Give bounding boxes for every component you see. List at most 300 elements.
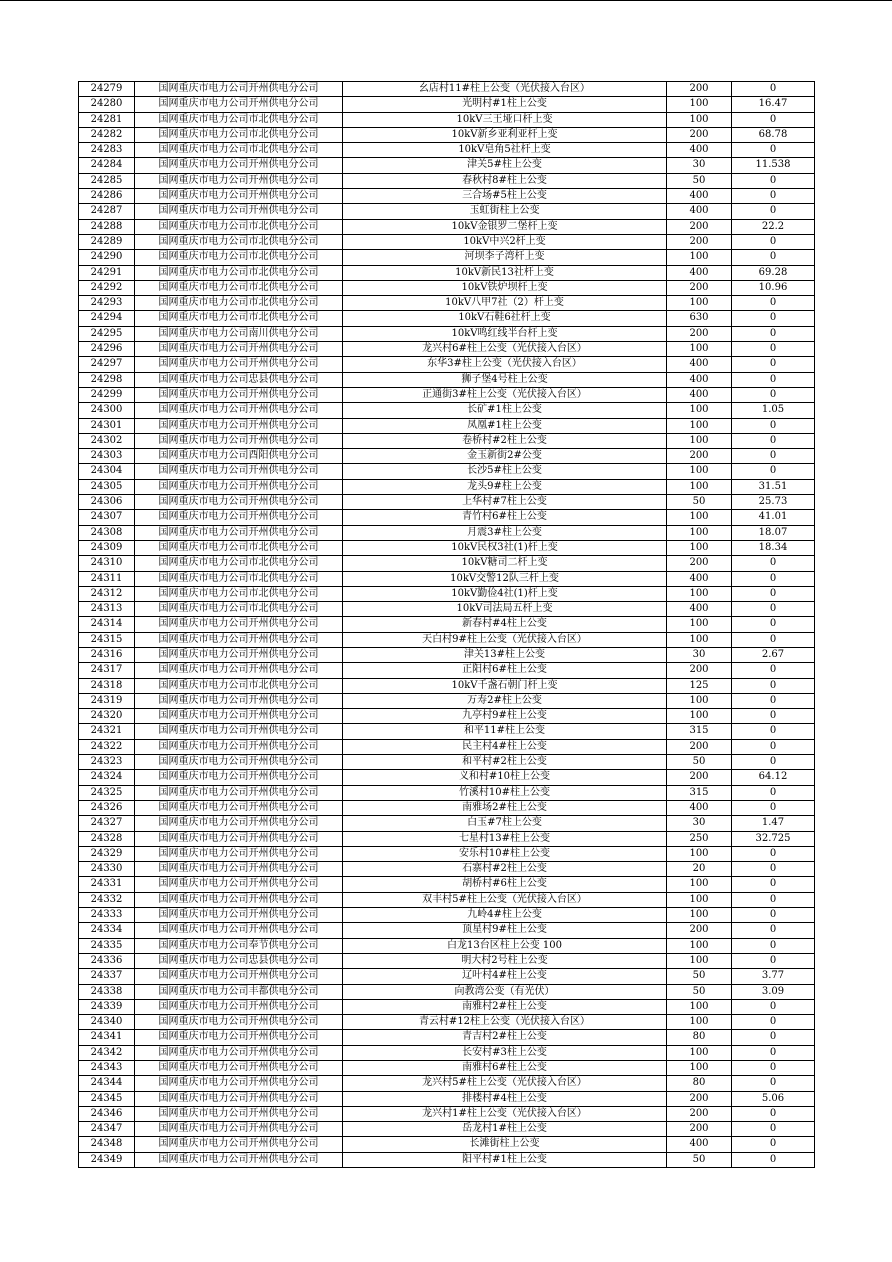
row-id-cell: 24292 bbox=[79, 280, 135, 295]
station-name-cell: 七星村13#柱上公变 bbox=[343, 831, 667, 846]
company-cell: 国网重庆市电力公司开州供电分公司 bbox=[135, 1076, 343, 1091]
value-cell: 18.07 bbox=[732, 525, 815, 540]
table-row bbox=[79, 1030, 815, 1045]
row-id-cell: 24312 bbox=[79, 586, 135, 601]
company-cell: 国网重庆市电力公司市北供电分公司 bbox=[135, 540, 343, 555]
table-row bbox=[79, 1045, 815, 1060]
table-row bbox=[79, 984, 815, 999]
table-row bbox=[79, 1015, 815, 1030]
row-id-cell: 24348 bbox=[79, 1137, 135, 1152]
value-cell: 0 bbox=[732, 1045, 815, 1060]
value-cell: 0 bbox=[732, 678, 815, 693]
station-name-cell: 青竹村6#柱上公变 bbox=[343, 510, 667, 525]
value-cell: 1.05 bbox=[732, 403, 815, 418]
company-cell: 国网重庆市电力公司开州供电分公司 bbox=[135, 785, 343, 800]
company-cell: 国网重庆市电力公司开州供电分公司 bbox=[135, 739, 343, 754]
station-name-cell: 10kV司法局五杆上变 bbox=[343, 602, 667, 617]
table-row bbox=[79, 204, 815, 219]
value-cell: 0 bbox=[732, 143, 815, 158]
station-name-cell: 竹溪村10#柱上公变 bbox=[343, 785, 667, 800]
row-id-cell: 24345 bbox=[79, 1091, 135, 1106]
company-cell: 国网重庆市电力公司市北供电分公司 bbox=[135, 143, 343, 158]
row-id-cell: 24327 bbox=[79, 816, 135, 831]
value-cell: 0 bbox=[732, 739, 815, 754]
row-id-cell: 24349 bbox=[79, 1152, 135, 1167]
company-cell: 国网重庆市电力公司开州供电分公司 bbox=[135, 82, 343, 97]
station-name-cell: 10kV金银罗二堡杆上变 bbox=[343, 219, 667, 234]
capacity-cell: 100 bbox=[667, 846, 732, 861]
table-row bbox=[79, 464, 815, 479]
row-id-cell: 24336 bbox=[79, 953, 135, 968]
capacity-cell: 100 bbox=[667, 1015, 732, 1030]
station-name-cell: 津关13#柱上公变 bbox=[343, 647, 667, 662]
company-cell: 国网重庆市电力公司忠县供电分公司 bbox=[135, 372, 343, 387]
value-cell: 3.09 bbox=[732, 984, 815, 999]
row-id-cell: 24306 bbox=[79, 495, 135, 510]
value-cell: 0 bbox=[732, 296, 815, 311]
company-cell: 国网重庆市电力公司开州供电分公司 bbox=[135, 709, 343, 724]
capacity-cell: 100 bbox=[667, 418, 732, 433]
table-row bbox=[79, 602, 815, 617]
station-name-cell: 金玉新街2#公变 bbox=[343, 449, 667, 464]
value-cell: 0 bbox=[732, 357, 815, 372]
row-id-cell: 24291 bbox=[79, 265, 135, 280]
row-id-cell: 24298 bbox=[79, 372, 135, 387]
value-cell: 10.96 bbox=[732, 280, 815, 295]
capacity-cell: 315 bbox=[667, 785, 732, 800]
station-name-cell: 和平村#2柱上公变 bbox=[343, 755, 667, 770]
row-id-cell: 24321 bbox=[79, 724, 135, 739]
station-name-cell: 10kV石鞋6社杆上变 bbox=[343, 311, 667, 326]
table-row bbox=[79, 357, 815, 372]
company-cell: 国网重庆市电力公司开州供电分公司 bbox=[135, 969, 343, 984]
value-cell: 0 bbox=[732, 1122, 815, 1137]
value-cell: 0 bbox=[732, 693, 815, 708]
table-row bbox=[79, 969, 815, 984]
table-row bbox=[79, 846, 815, 861]
value-cell: 0 bbox=[732, 342, 815, 357]
row-id-cell: 24325 bbox=[79, 785, 135, 800]
value-cell: 0 bbox=[732, 449, 815, 464]
table-row bbox=[79, 1122, 815, 1137]
company-cell: 国网重庆市电力公司开州供电分公司 bbox=[135, 877, 343, 892]
table-row bbox=[79, 877, 815, 892]
value-cell: 0 bbox=[732, 82, 815, 97]
table-row bbox=[79, 999, 815, 1014]
capacity-cell: 400 bbox=[667, 265, 732, 280]
row-id-cell: 24301 bbox=[79, 418, 135, 433]
value-cell: 3.77 bbox=[732, 969, 815, 984]
company-cell: 国网重庆市电力公司开州供电分公司 bbox=[135, 862, 343, 877]
capacity-cell: 100 bbox=[667, 250, 732, 265]
company-cell: 国网重庆市电力公司开州供电分公司 bbox=[135, 158, 343, 173]
station-name-cell: 安乐村10#柱上公变 bbox=[343, 846, 667, 861]
company-cell: 国网重庆市电力公司开州供电分公司 bbox=[135, 908, 343, 923]
table-row bbox=[79, 495, 815, 510]
station-name-cell: 10kV三王垭口杆上变 bbox=[343, 112, 667, 127]
company-cell: 国网重庆市电力公司开州供电分公司 bbox=[135, 189, 343, 204]
row-id-cell: 24316 bbox=[79, 647, 135, 662]
value-cell: 0 bbox=[732, 433, 815, 448]
capacity-cell: 100 bbox=[667, 1061, 732, 1076]
table-row bbox=[79, 556, 815, 571]
value-cell: 0 bbox=[732, 846, 815, 861]
value-cell: 0 bbox=[732, 372, 815, 387]
table-row bbox=[79, 892, 815, 907]
table-row bbox=[79, 571, 815, 586]
company-cell: 国网重庆市电力公司开州供电分公司 bbox=[135, 173, 343, 188]
capacity-cell: 200 bbox=[667, 280, 732, 295]
value-cell: 25.73 bbox=[732, 495, 815, 510]
capacity-cell: 630 bbox=[667, 311, 732, 326]
row-id-cell: 24315 bbox=[79, 632, 135, 647]
station-name-cell: 青云村#12柱上公变（光伏接入台区） bbox=[343, 1015, 667, 1030]
company-cell: 国网重庆市电力公司开州供电分公司 bbox=[135, 387, 343, 402]
row-id-cell: 24332 bbox=[79, 892, 135, 907]
company-cell: 国网重庆市电力公司开州供电分公司 bbox=[135, 800, 343, 815]
value-cell: 0 bbox=[732, 326, 815, 341]
capacity-cell: 200 bbox=[667, 770, 732, 785]
row-id-cell: 24288 bbox=[79, 219, 135, 234]
value-cell: 32.725 bbox=[732, 831, 815, 846]
value-cell: 0 bbox=[732, 724, 815, 739]
company-cell: 国网重庆市电力公司开州供电分公司 bbox=[135, 1152, 343, 1167]
capacity-cell: 100 bbox=[667, 464, 732, 479]
company-cell: 国网重庆市电力公司开州供电分公司 bbox=[135, 479, 343, 494]
value-cell: 0 bbox=[732, 632, 815, 647]
capacity-cell: 100 bbox=[667, 1045, 732, 1060]
company-cell: 国网重庆市电力公司开州供电分公司 bbox=[135, 816, 343, 831]
value-cell: 1.47 bbox=[732, 816, 815, 831]
row-id-cell: 24317 bbox=[79, 663, 135, 678]
row-id-cell: 24287 bbox=[79, 204, 135, 219]
row-id-cell: 24279 bbox=[79, 82, 135, 97]
table-row bbox=[79, 296, 815, 311]
station-name-cell: 和平11#柱上公变 bbox=[343, 724, 667, 739]
table-row bbox=[79, 586, 815, 601]
company-cell: 国网重庆市电力公司市北供电分公司 bbox=[135, 556, 343, 571]
value-cell: 0 bbox=[732, 250, 815, 265]
capacity-cell: 400 bbox=[667, 1137, 732, 1152]
row-id-cell: 24309 bbox=[79, 540, 135, 555]
capacity-cell: 100 bbox=[667, 525, 732, 540]
table-row bbox=[79, 433, 815, 448]
row-id-cell: 24326 bbox=[79, 800, 135, 815]
table-row bbox=[79, 1106, 815, 1121]
value-cell: 41.01 bbox=[732, 510, 815, 525]
value-cell: 0 bbox=[732, 234, 815, 249]
capacity-cell: 50 bbox=[667, 969, 732, 984]
row-id-cell: 24302 bbox=[79, 433, 135, 448]
row-id-cell: 24286 bbox=[79, 189, 135, 204]
value-cell: 0 bbox=[732, 785, 815, 800]
station-name-cell: 10kV勤俭4社(1)杆上变 bbox=[343, 586, 667, 601]
company-cell: 国网重庆市电力公司开州供电分公司 bbox=[135, 1122, 343, 1137]
value-cell: 64.12 bbox=[732, 770, 815, 785]
table-row bbox=[79, 1076, 815, 1091]
table-row bbox=[79, 97, 815, 112]
capacity-cell: 100 bbox=[667, 999, 732, 1014]
row-id-cell: 24313 bbox=[79, 602, 135, 617]
row-id-cell: 24331 bbox=[79, 877, 135, 892]
station-name-cell: 幺店村11#柱上公变（光伏接入台区） bbox=[343, 82, 667, 97]
table-row bbox=[79, 479, 815, 494]
row-id-cell: 24289 bbox=[79, 234, 135, 249]
company-cell: 国网重庆市电力公司市北供电分公司 bbox=[135, 296, 343, 311]
row-id-cell: 24320 bbox=[79, 709, 135, 724]
capacity-cell: 100 bbox=[667, 112, 732, 127]
value-cell: 31.51 bbox=[732, 479, 815, 494]
value-cell: 0 bbox=[732, 173, 815, 188]
row-id-cell: 24341 bbox=[79, 1030, 135, 1045]
station-name-cell: 明大村2号柱上公变 bbox=[343, 953, 667, 968]
table-row bbox=[79, 540, 815, 555]
company-cell: 国网重庆市电力公司开州供电分公司 bbox=[135, 97, 343, 112]
table-row bbox=[79, 938, 815, 953]
value-cell: 0 bbox=[732, 755, 815, 770]
capacity-cell: 50 bbox=[667, 495, 732, 510]
value-cell: 2.67 bbox=[732, 647, 815, 662]
capacity-cell: 200 bbox=[667, 663, 732, 678]
company-cell: 国网重庆市电力公司市北供电分公司 bbox=[135, 265, 343, 280]
row-id-cell: 24319 bbox=[79, 693, 135, 708]
row-id-cell: 24335 bbox=[79, 938, 135, 953]
station-name-cell: 上华村#7柱上公变 bbox=[343, 495, 667, 510]
row-id-cell: 24347 bbox=[79, 1122, 135, 1137]
value-cell: 68.78 bbox=[732, 127, 815, 142]
table-row bbox=[79, 663, 815, 678]
capacity-cell: 400 bbox=[667, 387, 732, 402]
table-row bbox=[79, 770, 815, 785]
station-name-cell: 三合场#5柱上公变 bbox=[343, 189, 667, 204]
value-cell: 0 bbox=[732, 1137, 815, 1152]
table-row bbox=[79, 693, 815, 708]
value-cell: 0 bbox=[732, 556, 815, 571]
capacity-cell: 400 bbox=[667, 571, 732, 586]
company-cell: 国网重庆市电力公司开州供电分公司 bbox=[135, 342, 343, 357]
station-name-cell: 青吉村2#柱上公变 bbox=[343, 1030, 667, 1045]
capacity-cell: 200 bbox=[667, 219, 732, 234]
company-cell: 国网重庆市电力公司市北供电分公司 bbox=[135, 112, 343, 127]
table-row bbox=[79, 234, 815, 249]
row-id-cell: 24318 bbox=[79, 678, 135, 693]
row-id-cell: 24340 bbox=[79, 1015, 135, 1030]
company-cell: 国网重庆市电力公司开州供电分公司 bbox=[135, 693, 343, 708]
value-cell: 22.2 bbox=[732, 219, 815, 234]
value-cell: 0 bbox=[732, 1015, 815, 1030]
company-cell: 国网重庆市电力公司丰都供电分公司 bbox=[135, 984, 343, 999]
station-name-cell: 天白村9#柱上公变（光伏接入台区） bbox=[343, 632, 667, 647]
station-name-cell: 龙兴村1#柱上公变（光伏接入台区） bbox=[343, 1106, 667, 1121]
company-cell: 国网重庆市电力公司酉阳供电分公司 bbox=[135, 449, 343, 464]
capacity-cell: 400 bbox=[667, 204, 732, 219]
row-id-cell: 24296 bbox=[79, 342, 135, 357]
table-row bbox=[79, 189, 815, 204]
station-name-cell: 东华3#柱上公变（光伏接入台区） bbox=[343, 357, 667, 372]
station-name-cell: 义和村#10柱上公变 bbox=[343, 770, 667, 785]
table-row bbox=[79, 158, 815, 173]
capacity-cell: 400 bbox=[667, 800, 732, 815]
station-name-cell: 10kV民权3社(1)杆上变 bbox=[343, 540, 667, 555]
row-id-cell: 24280 bbox=[79, 97, 135, 112]
company-cell: 国网重庆市电力公司开州供电分公司 bbox=[135, 403, 343, 418]
capacity-cell: 100 bbox=[667, 403, 732, 418]
data-table bbox=[78, 81, 815, 1168]
value-cell: 0 bbox=[732, 1030, 815, 1045]
value-cell: 0 bbox=[732, 112, 815, 127]
station-name-cell: 光明村#1柱上公变 bbox=[343, 97, 667, 112]
company-cell: 国网重庆市电力公司开州供电分公司 bbox=[135, 418, 343, 433]
table-row bbox=[79, 785, 815, 800]
value-cell: 69.28 bbox=[732, 265, 815, 280]
company-cell: 国网重庆市电力公司开州供电分公司 bbox=[135, 999, 343, 1014]
capacity-cell: 100 bbox=[667, 632, 732, 647]
capacity-cell: 100 bbox=[667, 908, 732, 923]
row-id-cell: 24283 bbox=[79, 143, 135, 158]
table-row bbox=[79, 219, 815, 234]
capacity-cell: 315 bbox=[667, 724, 732, 739]
row-id-cell: 24293 bbox=[79, 296, 135, 311]
capacity-cell: 200 bbox=[667, 326, 732, 341]
row-id-cell: 24294 bbox=[79, 311, 135, 326]
capacity-cell: 100 bbox=[667, 433, 732, 448]
table-row bbox=[79, 908, 815, 923]
capacity-cell: 30 bbox=[667, 158, 732, 173]
company-cell: 国网重庆市电力公司开州供电分公司 bbox=[135, 464, 343, 479]
table-row bbox=[79, 755, 815, 770]
capacity-cell: 200 bbox=[667, 127, 732, 142]
station-name-cell: 九亭村9#柱上公变 bbox=[343, 709, 667, 724]
company-cell: 国网重庆市电力公司开州供电分公司 bbox=[135, 724, 343, 739]
row-id-cell: 24344 bbox=[79, 1076, 135, 1091]
table-row bbox=[79, 173, 815, 188]
capacity-cell: 200 bbox=[667, 739, 732, 754]
row-id-cell: 24328 bbox=[79, 831, 135, 846]
company-cell: 国网重庆市电力公司市北供电分公司 bbox=[135, 311, 343, 326]
company-cell: 国网重庆市电力公司市北供电分公司 bbox=[135, 571, 343, 586]
table-row bbox=[79, 525, 815, 540]
company-cell: 国网重庆市电力公司开州供电分公司 bbox=[135, 357, 343, 372]
capacity-cell: 100 bbox=[667, 709, 732, 724]
value-cell: 0 bbox=[732, 1061, 815, 1076]
station-name-cell: 长沙5#柱上公变 bbox=[343, 464, 667, 479]
station-name-cell: 龙头9#柱上公变 bbox=[343, 479, 667, 494]
value-cell: 0 bbox=[732, 709, 815, 724]
capacity-cell: 20 bbox=[667, 862, 732, 877]
station-name-cell: 双丰村5#柱上公变（光伏接入台区） bbox=[343, 892, 667, 907]
table-row bbox=[79, 709, 815, 724]
company-cell: 国网重庆市电力公司市北供电分公司 bbox=[135, 234, 343, 249]
value-cell: 0 bbox=[732, 189, 815, 204]
station-name-cell: 10kV八甲7社（2）杆上变 bbox=[343, 296, 667, 311]
capacity-cell: 200 bbox=[667, 556, 732, 571]
value-cell: 0 bbox=[732, 862, 815, 877]
row-id-cell: 24304 bbox=[79, 464, 135, 479]
row-id-cell: 24285 bbox=[79, 173, 135, 188]
company-cell: 国网重庆市电力公司忠县供电分公司 bbox=[135, 953, 343, 968]
station-name-cell: 胡桥村#6柱上公变 bbox=[343, 877, 667, 892]
station-name-cell: 九岭4#柱上公变 bbox=[343, 908, 667, 923]
table-row bbox=[79, 647, 815, 662]
company-cell: 国网重庆市电力公司奉节供电分公司 bbox=[135, 938, 343, 953]
table-row bbox=[79, 387, 815, 402]
value-cell: 0 bbox=[732, 602, 815, 617]
station-name-cell: 10kV千盏石朝门杆上变 bbox=[343, 678, 667, 693]
row-id-cell: 24330 bbox=[79, 862, 135, 877]
capacity-cell: 200 bbox=[667, 449, 732, 464]
capacity-cell: 125 bbox=[667, 678, 732, 693]
row-id-cell: 24339 bbox=[79, 999, 135, 1014]
station-name-cell: 10kV鸣红线半台杆上变 bbox=[343, 326, 667, 341]
row-id-cell: 24290 bbox=[79, 250, 135, 265]
table-row bbox=[79, 112, 815, 127]
capacity-cell: 200 bbox=[667, 82, 732, 97]
value-cell: 0 bbox=[732, 418, 815, 433]
value-cell: 0 bbox=[732, 204, 815, 219]
station-name-cell: 正阳村6#柱上公变 bbox=[343, 663, 667, 678]
row-id-cell: 24329 bbox=[79, 846, 135, 861]
company-cell: 国网重庆市电力公司开州供电分公司 bbox=[135, 1030, 343, 1045]
row-id-cell: 24333 bbox=[79, 908, 135, 923]
capacity-cell: 100 bbox=[667, 479, 732, 494]
station-name-cell: 10kV皂角5社杆上变 bbox=[343, 143, 667, 158]
station-name-cell: 月震3#柱上公变 bbox=[343, 525, 667, 540]
station-name-cell: 正通街3#柱上公变（光伏接入台区） bbox=[343, 387, 667, 402]
value-cell: 0 bbox=[732, 908, 815, 923]
value-cell: 0 bbox=[732, 923, 815, 938]
table-row bbox=[79, 342, 815, 357]
row-id-cell: 24343 bbox=[79, 1061, 135, 1076]
company-cell: 国网重庆市电力公司开州供电分公司 bbox=[135, 1106, 343, 1121]
table-row bbox=[79, 816, 815, 831]
table-row bbox=[79, 311, 815, 326]
station-name-cell: 长矿#1柱上公变 bbox=[343, 403, 667, 418]
row-id-cell: 24311 bbox=[79, 571, 135, 586]
company-cell: 国网重庆市电力公司市北供电分公司 bbox=[135, 602, 343, 617]
company-cell: 国网重庆市电力公司开州供电分公司 bbox=[135, 831, 343, 846]
value-cell: 0 bbox=[732, 387, 815, 402]
row-id-cell: 24308 bbox=[79, 525, 135, 540]
capacity-cell: 200 bbox=[667, 1091, 732, 1106]
station-name-cell: 民主村4#柱上公变 bbox=[343, 739, 667, 754]
row-id-cell: 24337 bbox=[79, 969, 135, 984]
capacity-cell: 400 bbox=[667, 189, 732, 204]
table-row bbox=[79, 449, 815, 464]
station-name-cell: 津关5#柱上公变 bbox=[343, 158, 667, 173]
table-row bbox=[79, 326, 815, 341]
table-row bbox=[79, 862, 815, 877]
table-row bbox=[79, 953, 815, 968]
company-cell: 国网重庆市电力公司南川供电分公司 bbox=[135, 326, 343, 341]
station-name-cell: 顶星村9#柱上公变 bbox=[343, 923, 667, 938]
company-cell: 国网重庆市电力公司开州供电分公司 bbox=[135, 663, 343, 678]
company-cell: 国网重庆市电力公司开州供电分公司 bbox=[135, 433, 343, 448]
table-row bbox=[79, 372, 815, 387]
company-cell: 国网重庆市电力公司开州供电分公司 bbox=[135, 647, 343, 662]
row-id-cell: 24322 bbox=[79, 739, 135, 754]
capacity-cell: 30 bbox=[667, 647, 732, 662]
company-cell: 国网重庆市电力公司市北供电分公司 bbox=[135, 280, 343, 295]
capacity-cell: 50 bbox=[667, 173, 732, 188]
value-cell: 18.34 bbox=[732, 540, 815, 555]
row-id-cell: 24295 bbox=[79, 326, 135, 341]
value-cell: 0 bbox=[732, 1152, 815, 1167]
station-name-cell: 长滩街柱上公变 bbox=[343, 1137, 667, 1152]
capacity-cell: 100 bbox=[667, 953, 732, 968]
value-cell: 0 bbox=[732, 311, 815, 326]
company-cell: 国网重庆市电力公司开州供电分公司 bbox=[135, 1091, 343, 1106]
table-body bbox=[79, 82, 815, 1168]
